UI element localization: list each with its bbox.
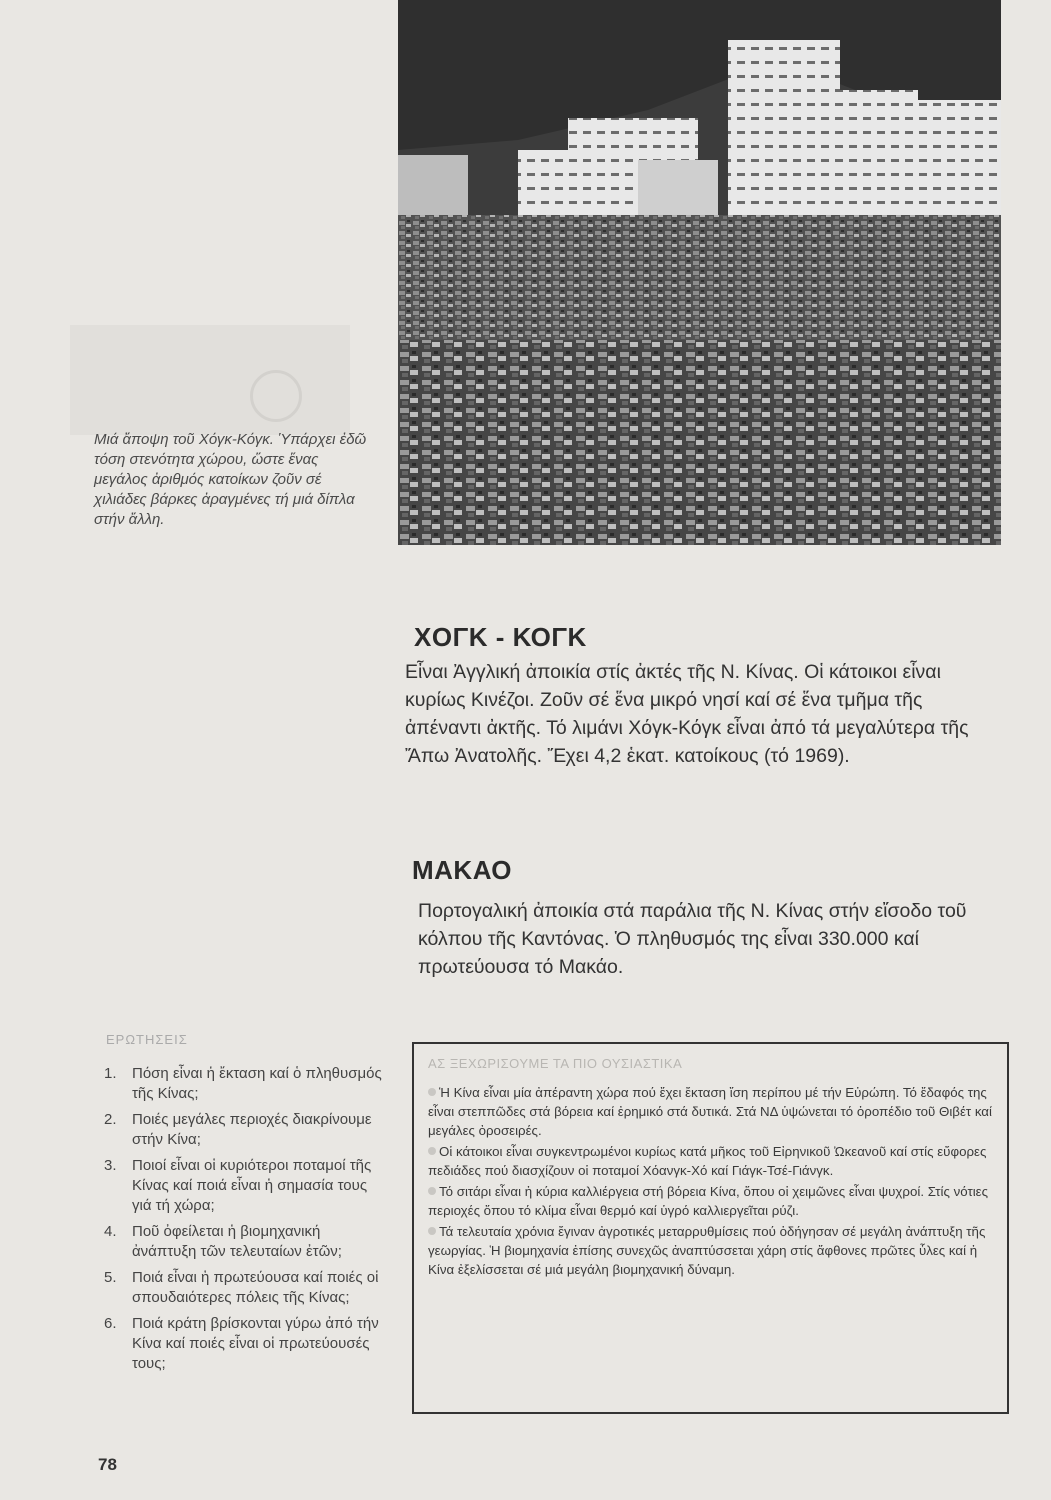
question-text: Πόση εἶναι ἡ ἔκταση καί ὁ πληθυσμός τῆς Κίνας; [132,1065,382,1102]
macao-paragraph: Πορτογαλική ἀποικία στά παράλια τῆς Ν. Κίνας στήν εἴσοδο τοῦ κόλπου τῆς Καντόνας. Ὁ πληθυσμός της εἶναι 330.000 καί πρωτεύουσα τό Μακάο. [418,900,967,978]
question-number: 2. [104,1111,117,1128]
summary-bullet-text: Οἱ κάτοικοι εἶναι συγκεντρωμένοι κυρίως κατά μῆκος τοῦ Εἰρηνικοῦ Ὠκεανοῦ καί στίς εὔφορες πεδιάδες πού διασχίζουν οἱ ποταμοί Χόανγκ-Χό καί Γιάγκ-Τσέ-Γιάνγκ. [428,1144,987,1178]
bullet-dot-icon [428,1147,436,1155]
hong-kong-harbour-photo [398,0,1001,545]
question-number: 4. [104,1223,117,1240]
hong-kong-heading: ΧΟΓΚ - ΚΟΓΚ [414,622,587,652]
photo-caption: Μιά ἄποψη τοῦ Χόγκ-Κόγκ. Ὑπάρχει ἐδῶ τόση στενότητα χώρου, ὥστε ἕνας μεγάλος ἀριθμός κατοίκων ζοῦν σέ χιλιάδες βάρκες ἀραγμένες τή μιά δίπλα στήν ἄλλη. [94,431,367,528]
bullet-dot-icon [428,1088,436,1096]
macao-heading: ΜΑΚΑΟ [412,855,513,885]
bullet-dot-icon [428,1227,436,1235]
page-number: 78 [98,1455,117,1474]
questions-heading: ΕΡΩΤΗΣΕΙΣ [106,1032,188,1047]
questions-list [104,1064,384,1380]
question-number: 3. [104,1157,117,1174]
question-item [104,1110,384,1150]
question-item [104,1156,384,1216]
summary-heading: ΑΣ ΞΕΧΩΡΙΣΟΥΜΕ ΤΑ ΠΙΟ ΟΥΣΙΑΣΤΙΚΑ [428,1056,683,1071]
summary-box [412,1042,1009,1414]
summary-bullet-text: Τό σιτάρι εἶναι ἡ κύρια καλλιέργεια στή βόρεια Κίνα, ὅπου οἱ χειμῶνες εἶναι ψυχροί. Στίς νότιες περιοχές ὅπου τό κλίμα εἶναι θερμό καί ὑγρό καλλιεργεῖται ρύζι. [428,1184,989,1218]
question-text: Ποιές μεγάλες περιοχές διακρίνουμε στήν Κίνα; [132,1111,372,1148]
summary-bullet [428,1222,993,1279]
question-item [104,1268,384,1308]
question-text: Ποιοί εἶναι οἱ κυριότεροι ποταμοί τῆς Κίνας καί ποιά εἶναι ἡ σημασία τους γιά τή χώρα; [132,1157,372,1214]
summary-bullet-text: Ἡ Κίνα εἶναι μία ἀπέραντη χώρα πού ἔχει ἔκταση ἴση περίπου μέ τήν Εὐρώπη. Τό ἔδαφός της εἶναι στεππῶδες στά βόρεια καί ἐρημικό στά δυτικά. Στά ΝΔ ὑψώνεται τό ὀροπέδιο τοῦ Θιβέτ καί μεγάλες ὀροσειρές. [428,1085,992,1138]
question-item [104,1064,384,1104]
summary-bullet [428,1182,993,1220]
bullet-dot-icon [428,1187,436,1195]
question-text: Ποιά εἶναι ἡ πρωτεύουσα καί ποιές οἱ σπουδαιότερες πόλεις τῆς Κίνας; [132,1269,379,1306]
question-item [104,1314,384,1374]
show-through-shade [70,325,350,435]
summary-bullet [428,1083,993,1140]
question-number: 1. [104,1065,117,1082]
summary-bullet [428,1142,993,1180]
question-item [104,1222,384,1262]
show-through-emblem [250,370,302,422]
question-number: 5. [104,1269,117,1286]
question-text: Ποῦ ὀφείλεται ἡ βιομηχανική ἀνάπτυξη τῶν τελευταίων ἐτῶν; [132,1223,342,1260]
question-text: Ποιά κράτη βρίσκονται γύρω ἀπό τήν Κίνα καί ποιές εἶναι οἱ πρωτεύουσές τους; [132,1315,379,1372]
summary-bullet-text: Τά τελευταία χρόνια ἔγιναν ἀγροτικές μεταρρυθμίσεις πού ὁδήγησαν σέ μεγάλη ἀνάπτυξη τῆς γεωργίας. Ἡ βιομηχανία ἐπίσης συνεχῶς ἀναπτύσσεται χάρη στίς ἄφθονες πρῶτες ὗλες καί ἡ Κίνα ἐξελίσσεται σέ μιά μεγάλη βιομηχανική δύναμη. [428,1224,986,1277]
question-number: 6. [104,1315,117,1332]
hong-kong-paragraph: Εἶναι Ἀγγλική ἀποικία στίς ἀκτές τῆς Ν. Κίνας. Οἱ κάτοικοι εἶναι κυρίως Κινέζοι. Ζοῦν σέ ἕνα μικρό νησί καί σέ ἕνα τμῆμα τῆς ἀπέναντι ἀκτῆς. Τό λιμάνι Χόγκ-Κόγκ εἶναι ἀπό τά μεγαλύτερα τῆς Ἄπω Ἀνατολῆς. Ἔχει 4,2 ἑκατ. κατοίκους (τό 1969). [405,661,969,767]
